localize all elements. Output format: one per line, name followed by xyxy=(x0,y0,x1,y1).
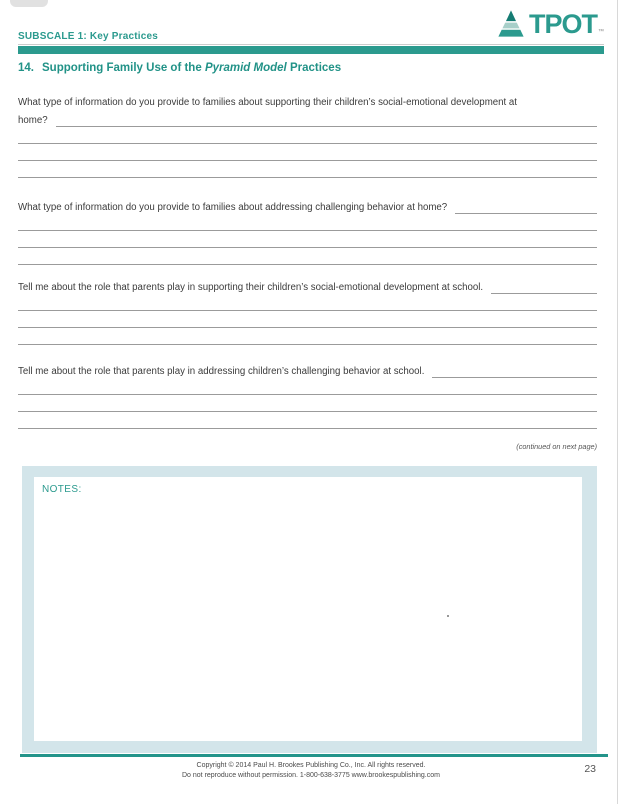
notes-area xyxy=(34,477,582,741)
question-1-text-tail: home? xyxy=(18,115,48,126)
footer-teal-rule xyxy=(20,754,608,757)
answer-line xyxy=(18,378,597,395)
scan-smudge-artifact xyxy=(10,0,48,7)
answer-line xyxy=(18,144,597,161)
answer-line xyxy=(18,294,597,311)
answer-line xyxy=(18,127,597,144)
trademark-symbol: ™ xyxy=(598,29,604,35)
notes-label: NOTES: xyxy=(42,484,82,495)
subscale-heading: SUBSCALE 1: Key Practices xyxy=(18,31,159,42)
item-title-italic: Pyramid Model xyxy=(204,62,287,74)
copyright-line-2: Do not reproduce without permission. 1-800-638-3775 www.brookespublishing.com xyxy=(182,771,440,779)
logo-wordmark: TPOT xyxy=(529,9,597,39)
answer-line xyxy=(18,248,597,265)
answer-line xyxy=(455,200,597,214)
header-thin-rule xyxy=(18,44,604,45)
item-title-suffix: Practices xyxy=(286,62,342,74)
answer-line xyxy=(432,364,597,378)
question-1-text: What type of information do you provide to families about supporting their children’s social-emotional development at xyxy=(18,97,518,108)
question-3 xyxy=(18,280,597,345)
answer-line xyxy=(18,214,597,231)
answer-line xyxy=(18,328,597,345)
item-number: 14. xyxy=(18,62,34,74)
page-number: 23 xyxy=(584,763,596,775)
tpot-logo xyxy=(497,10,604,37)
scan-speck-artifact xyxy=(447,615,449,617)
answer-line xyxy=(18,161,597,178)
answer-line xyxy=(18,231,597,248)
question-4 xyxy=(18,364,597,429)
answer-line xyxy=(18,412,597,429)
question-3-text: Tell me about the role that parents play in supporting their children’s social-emotional development at school. xyxy=(18,282,484,293)
answer-line xyxy=(18,395,597,412)
answer-line xyxy=(18,311,597,328)
scan-edge-line xyxy=(617,0,618,804)
question-1 xyxy=(18,96,597,178)
question-2 xyxy=(18,200,597,265)
pyramid-icon xyxy=(497,10,529,37)
question-2-text: What type of information do you provide to families about addressing challenging behavior at home? xyxy=(18,202,448,213)
answer-line xyxy=(491,280,597,294)
copyright-line-1: Copyright © 2014 Paul H. Brookes Publishing Co., Inc. All rights reserved. xyxy=(196,762,426,769)
notes-box-frame xyxy=(22,466,597,753)
item-title-prefix: Supporting Family Use of the xyxy=(42,62,205,74)
header-teal-bar xyxy=(18,46,604,54)
answer-line xyxy=(56,113,597,127)
question-4-text: Tell me about the role that parents play in addressing children’s challenging behavior at school. xyxy=(18,366,425,377)
continued-note: (continued on next page) xyxy=(516,442,597,451)
item-title xyxy=(18,62,341,74)
footer-copyright xyxy=(0,761,622,780)
